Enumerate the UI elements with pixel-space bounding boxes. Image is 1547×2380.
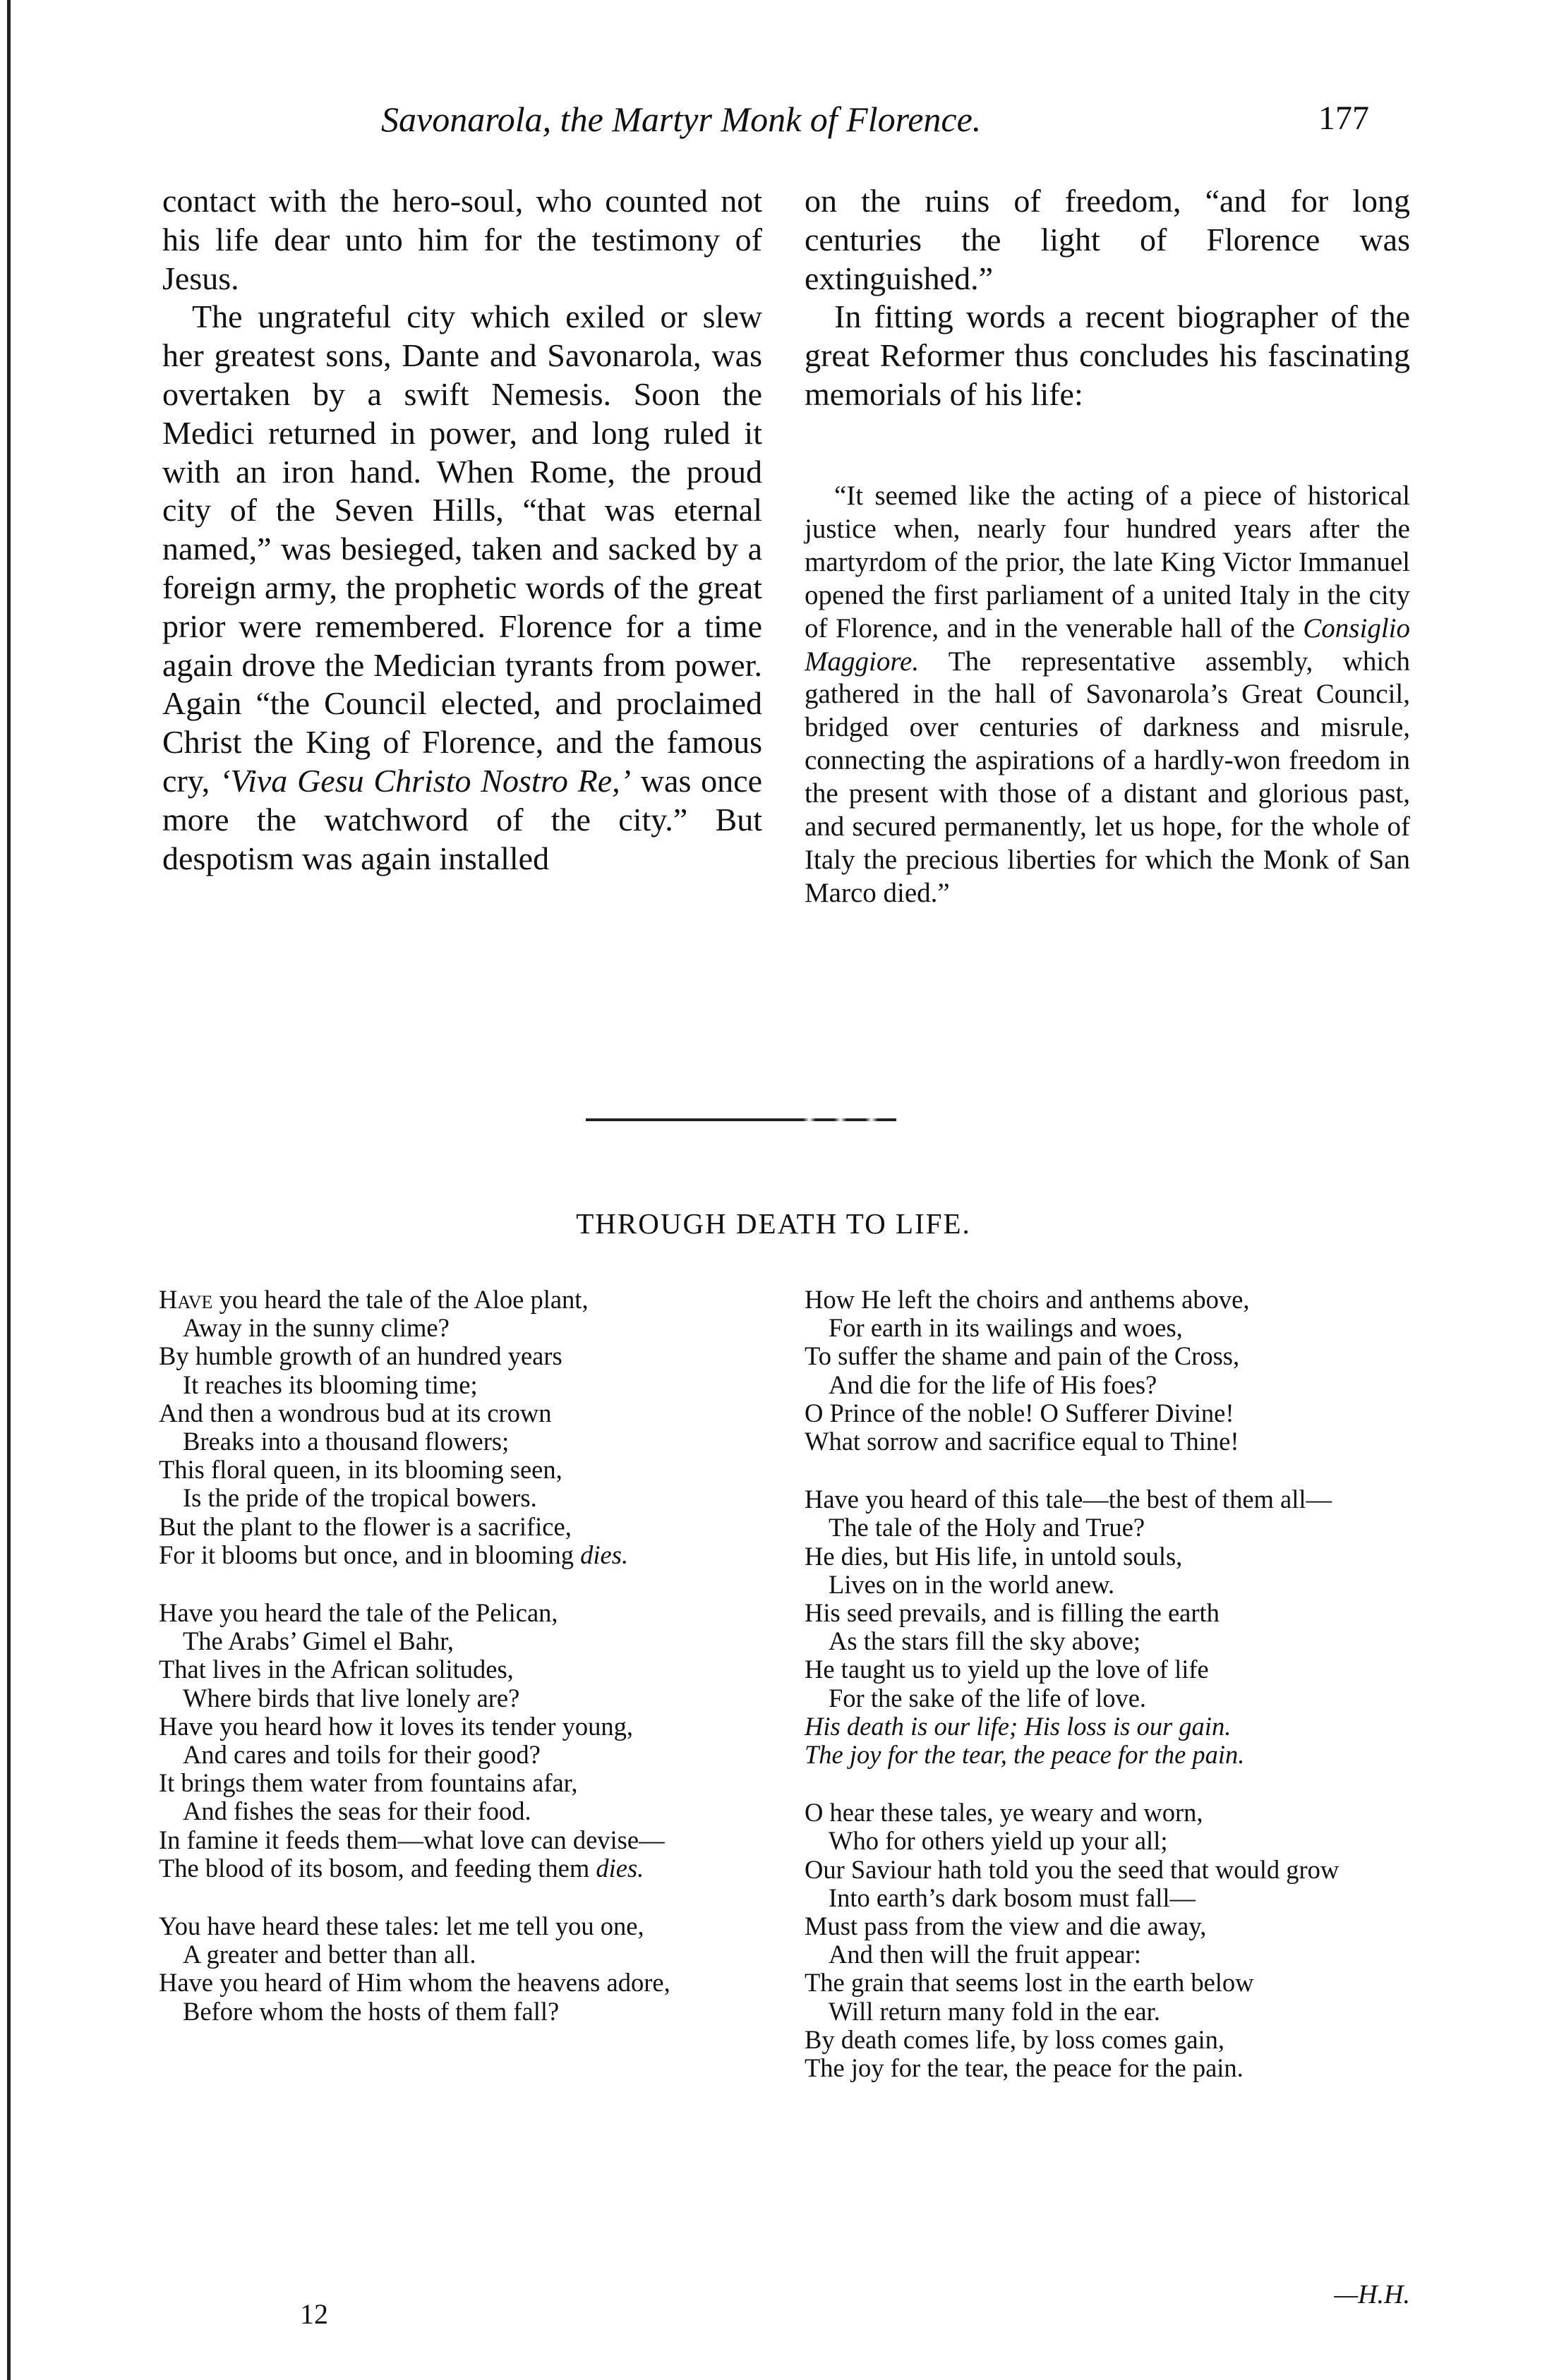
verse-line: And then a wondrous bud at its crown: [159, 1398, 552, 1427]
verse-line: O Prince of the noble! O Sufferer Divine!: [805, 1398, 1234, 1427]
stanza: [159, 1599, 766, 1883]
running-title: Savonarola, the Martyr Monk of Florence.: [381, 99, 982, 139]
left-prose-column: [162, 182, 762, 878]
verse-line: His seed prevails, and is filling the earth: [805, 1598, 1220, 1628]
verse-line: How He left the choirs and anthems above,: [805, 1285, 1250, 1314]
poem-signature: —H.H.: [1334, 2280, 1410, 2309]
page-number: 177: [1318, 99, 1369, 137]
verse-line: Have you heard the tale of the Pelican,: [159, 1598, 558, 1628]
verse-line: What sorrow and sacrifice equal to Thine!: [805, 1427, 1239, 1456]
verse-line: O hear these tales, ye weary and worn,: [805, 1798, 1203, 1828]
verse-line: By humble growth of an hundred years: [159, 1341, 562, 1371]
verse-line: Will return many fold in the ear.: [829, 1996, 1160, 2026]
verse-line: The tale of the Holy and True?: [829, 1513, 1145, 1542]
poem-left-column: [159, 1286, 766, 2055]
verse-line: Have you heard of Him whom the heavens adore,: [159, 1968, 670, 1998]
stanza: [805, 1485, 1411, 1769]
verse-line: And die for the life of His foes?: [829, 1370, 1157, 1399]
verse-line: He taught us to yield up the love of life: [805, 1655, 1209, 1684]
stanza: [159, 1912, 766, 2026]
verse-line: Who for others yield up your all;: [829, 1826, 1168, 1856]
verse-line: You have heard these tales: let me tell you one,: [159, 1911, 644, 1941]
verse-line: By death comes life, by loss comes gain,: [805, 2024, 1225, 2054]
right-prose-column: [805, 182, 1410, 414]
stanza: [805, 1286, 1411, 1456]
verse-line: And then will the fruit appear:: [829, 1940, 1141, 1969]
verse-line: This floral queen, in its blooming seen,: [159, 1455, 562, 1485]
verse-line: Our Saviour hath told you the seed that would grow: [805, 1854, 1340, 1884]
verse-line: Lives on in the world anew.: [829, 1569, 1115, 1599]
section-divider-rule: [586, 1118, 896, 1121]
verse-line: The blood of its bosom, and feeding them dies.: [159, 1853, 644, 1883]
verse-line: And cares and toils for their good?: [183, 1740, 541, 1770]
poem-right-column: [805, 1286, 1411, 2112]
block-quote: [805, 480, 1410, 910]
verse-line: As the stars fill the sky above;: [829, 1626, 1140, 1656]
verse-line: Have you heard the tale of the Aloe plant,: [159, 1285, 589, 1314]
quote-paragraph: “It seemed like the acting of a piece of historical justice when, nearly four hundred years after the martyrdom of the prior, the late King Victor Immanuel opened the first parliament of a united Italy in the city of Florence, and in the venerable hall of the Consiglio Maggiore. The representative assembly, which gathered in the hall of Savonarola’s Great Council, bridged over centuries of darkness and misrule, connecting the aspirations of a hardly-won freedom in the present with those of a distant and glorious past, and secured permanently, let us hope, for the whole of Italy the precious liberties for which the Monk of San Marco died.”: [805, 481, 1410, 908]
verse-line: And fishes the seas for their food.: [183, 1796, 531, 1826]
stanza: [159, 1286, 766, 1569]
paragraph: The ungrateful city which exiled or slew her greatest sons, Dante and Savonarola, was overtaken by a swift Nemesis. Soon the Medici returned in power, and long ruled it with an iron hand. When Rome, the proud city of the Seven Hills, “that was eternal named,” was besieged, taken and sacked by a foreign army, the prophetic words of the great prior were remembered. Florence for a time again drove the Medician tyrants from power. Again “the Council elected, and proclaimed Christ the King of Florence, and the famous cry, ‘Viva Gesu Christo Nostro Re,’ was once more the watchword of the city.” But despotism was again installed: [162, 298, 762, 876]
verse-line: His death is our life; His loss is our gain.: [805, 1711, 1232, 1741]
verse-line: Have you heard of this tale—the best of them all—: [805, 1485, 1332, 1514]
verse-line: Have you heard how it loves its tender young,: [159, 1711, 634, 1741]
verse-line: Before whom the hosts of them fall?: [183, 1996, 560, 2026]
verse-line: That lives in the African solitudes,: [159, 1655, 514, 1684]
verse-line: But the plant to the flower is a sacrifice,: [159, 1511, 572, 1541]
verse-line: For the sake of the life of love.: [829, 1683, 1147, 1712]
printer-signature-mark: 12: [300, 2298, 328, 2330]
verse-line: Away in the sunny clime?: [183, 1313, 450, 1343]
poem-title: THROUGH DEATH TO LIFE.: [576, 1207, 971, 1240]
verse-line: The Arabs’ Gimel el Bahr,: [183, 1626, 455, 1656]
stanza: [805, 1799, 1411, 2082]
verse-line: It brings them water from fountains afar,: [159, 1768, 578, 1798]
verse-line: A greater and better than all.: [183, 1940, 476, 1969]
verse-line: For earth in its wailings and woes,: [829, 1313, 1183, 1343]
verse-line: To suffer the shame and pain of the Cross,: [805, 1341, 1240, 1371]
paragraph: contact with the hero-soul, who counted not his life dear unto him for the testimony of Jesus.: [162, 183, 762, 296]
verse-line: Breaks into a thousand flowers;: [183, 1427, 510, 1456]
verse-line: Where birds that live lonely are?: [183, 1683, 520, 1712]
binding-edge-line: [7, 0, 11, 2380]
paragraph: In fitting words a recent biographer of the great Reformer thus concludes his fascinating memorials of his life:: [805, 298, 1410, 412]
verse-line: The joy for the tear, the peace for the pain.: [805, 2053, 1244, 2083]
verse-line: The grain that seems lost in the earth below: [805, 1968, 1254, 1998]
verse-line: In famine it feeds them—what love can devise—: [159, 1825, 665, 1854]
verse-line: The joy for the tear, the peace for the pain.: [805, 1740, 1245, 1770]
paragraph: on the ruins of freedom, “and for long centuries the light of Florence was extinguished.”: [805, 183, 1410, 296]
verse-line: Is the pride of the tropical bowers.: [183, 1483, 537, 1513]
verse-line: He dies, but His life, in untold souls,: [805, 1541, 1183, 1571]
verse-line: It reaches its blooming time;: [183, 1370, 478, 1399]
running-head: [381, 99, 1369, 148]
verse-line: Must pass from the view and die away,: [805, 1911, 1207, 1941]
verse-line: Into earth’s dark bosom must fall—: [829, 1883, 1196, 1912]
verse-line: For it blooms but once, and in blooming dies.: [159, 1540, 629, 1569]
